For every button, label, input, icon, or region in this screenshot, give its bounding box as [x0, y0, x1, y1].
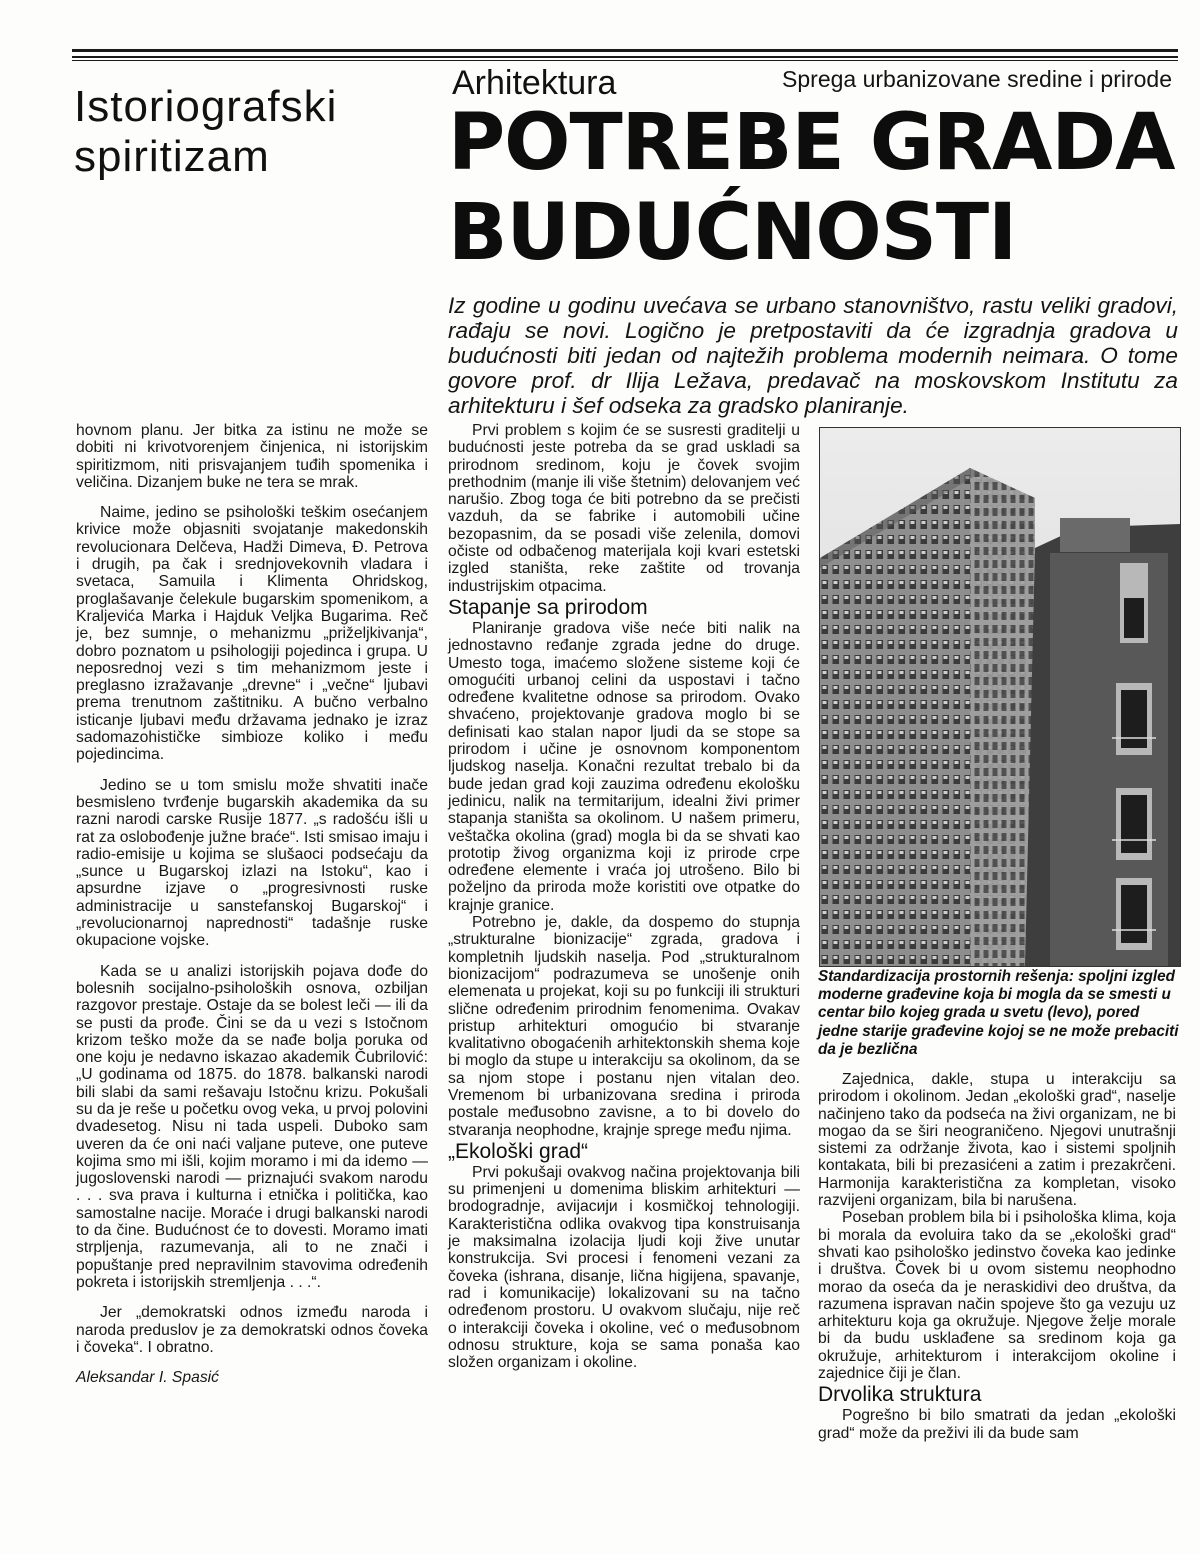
paragraph: Planiranje gradova više neće biti nalik na jednostavno ređanje zgrada jedne do druge. Umesto toga, imaćemo složene sisteme koji će omogućiti urbanoj celini da uspostavi i tačno određene kvalitetne odnose sa prirodom. Ovako shvaćeno, projektovanje gradova moglo bi se definisati kao stalan napor ljudi da se stope sa prirodom i učine je osnovnom komponentom ljudskog naselja. Konačni rezultat trebalo bi da bude jedan grad koji zauzima određenu ekološku jedinicu, nalik na termitarijum, idealni živi primer stapanja staništa sa okolinom. U našem primeru, veštačka okolina (grad) mogla bi da se shvati kao prototip živog organizma koji iz prirode crpe određene elemente i vraća joj utrošeno. Bilo bi poželjno da priroda može koristiti ove otpatke do krajnje granice.: [448, 619, 800, 914]
left-article-column: [76, 422, 428, 1399]
top-rule: [72, 56, 1178, 58]
lead-paragraph: Iz godine u godinu uvećava se urbano stanovništvo, rastu veliki gradovi, rađaju se novi. Logično je pretpostaviti da će izgradnja gradova u budućnosti biti jedan od najtežih problema modernih neimara. O tome govore prof. dr Ilija Ležava, predavač na moskovskom Institutu za arhitekturu i šef odseka za gradsko planiranje.: [448, 293, 1178, 418]
paragraph: Prvi problem s kojim će se susresti graditelji u budućnosti jeste potreba da se grad uskladi sa prirodnom sredinom, koju je čovek svojim prethodnim (manje ili više štetnim) delovanjem već narušio. Zbog toga će biti potrebno da se prečisti vazduh, da se fabrike i automobili učine bezopasnim, da se posadi više zelenila, domovi očiste od odbačenog materijala koji kvari estetski izgled staništa, reke zaštite od trovanja industrijskim otpacima.: [448, 422, 800, 595]
subheading: „Ekološki grad“: [448, 1139, 589, 1163]
paragraph: Poseban problem bila bi i psihološka klima, koja bi morala da evoluira tako da se „ekološki grad“ shvati kao psihološko jedinstvo čoveka kao jedinke i društva. Čovek bi u ovom sistemu neophodno morao da oseća da je neraskidivi deo društva, da razumena ispravan način spojeve što ga vezuju uz arhitekturu koja ga okružuje. Njegove želje morale bi da budu usklađene sa sredinom koja ga okružuje, arhitekturom i interakcijom okoline i zajednice čiji je član.: [818, 1209, 1176, 1383]
top-rule: [72, 49, 1178, 52]
headline-line: BUDUĆNOSTI: [448, 188, 1017, 278]
main-article-column-2: [818, 1071, 1176, 1442]
subheading: Drvolika struktura: [818, 1383, 982, 1407]
paragraph: Jedino se u tom smislu može shvatiti inače besmisleno tvrđenje bugarskih akademika da su razni narodi carske Rusije 1877. „s radošću išli u rat za oslobođenje južne braće“. Isti smisao imaju i radio-emisije u kojima se slušaoci podsećaju da „sunce u Bugarskoj izlazi na Istoku“, kao i apsurdne izjave o „progresivnosti ruske administracije u sanstefanskoj Bugarskoj“ i „revolucionarnoj naprednosti“ tadašnje ruske okupacione vojske.: [76, 776, 428, 950]
building-photo-illustration: [820, 428, 1180, 966]
rubric: Sprega urbanizovane sredine i prirode: [782, 66, 1172, 92]
paragraph: Potrebno je, dakle, da dospemo do stupnja „strukturalne bionizacije“ zgrada, gradova i kompletnih ljudskih naselja. Pod „strukturalnom bionizacijom“ podrazumeva se unošenje onih elemenata u projekat, koji su po funkciji ili strukturi slične određenim prirodnim fenomenima. Ovakav pristup arhitekturi omogućio bi stvaranje kvalitativno obogaćenih arhitektonskih shema koje bi moglo da stupe u interakciju sa okolinom, da se sa njom stope i postanu njen vitalan deo. Vremenom bi urbanizovana sredina i priroda postale međusobno zavisne, a to bi dovelo do stvaranja neophodne, krajnje sprege među njima.: [448, 914, 800, 1139]
paragraph: Pogrešno bi bilo smatrati da jedan „ekološki grad“ može da preživi ili da bude sam: [818, 1407, 1176, 1442]
paragraph: hovnom planu. Jer bitka za istinu ne može se dobiti ni krivotvorenjem činjenica, ni istorijskim spiritizmom, niti prisvajanjem tuđih spomenika i veličina. Dizanjem buke ne tera se mrak.: [76, 422, 428, 491]
section-label: Arhitektura: [452, 64, 617, 102]
building-photo: [819, 427, 1181, 967]
main-article-column-1: [448, 422, 800, 1371]
headline: [448, 98, 1188, 278]
paragraph: Jer „demokratski odnos između naroda i naroda preduslov je za demokratski odnos čoveka i čoveka“. I obratno.: [76, 1304, 428, 1356]
paragraph: Prvi pokušaji ovakvog načina projektovanja bili su primenjeni u domenima bliskim arhitekturi — brodogradnje, avijacији i kosmičkoj tehnologiji. Karakteristična odlika ovakvog tipa konstruisanja je maksimalna izolacija ljudi koji žive unutar konstrukcija. Svi procesi i fenomeni vezani za čoveka (ishrana, disanje, lična higijena, spavanje, rad i komunikacije) lokalizovani su na tačno određenom prostoru. U ovakvom slučaju, nije reč o interakciji čoveka i okoline, već o međusobnom odnosu strukture, koja se sama ponaša kao složen organizam i okoline.: [448, 1163, 800, 1372]
left-article-title: Istoriografski spiritizam: [74, 82, 338, 181]
subheading: Stapanje sa prirodom: [448, 595, 648, 619]
top-rule: [72, 60, 1178, 61]
paragraph: Kada se u analizi istorijskih pojava dođe do bolesnih socijalno-psiholoških osnova, ozbiljan razgovor prestaje. Ostaje da se bolest leči — ili da se pusti da prođe. Čini se da u vezi s Istočnom krizom teško može da se nađe bolja poruka od one koju je nedavno iskazao akademik Čubrilović: „U godinama od 1875. do 1878. balkanski narodi bili slabi da sami rešavaju Istočnu krizu. Pokušali su da je reše u početku ovog veka, u prvoj polovini dvadesetog. Nisu ni tada uspeli. Duboko sam uveren da će oni naći valjane puteve, one puteve kojima smo mi išli, kojim moramo i mi da idemo — jugoslovenski narodi — priznajući svakom narodu . . . sva prava i kulturna i etnička i politička, kao samostalne nacije. Moraće i drugi balkanski narodi to da čine. Budućnost će to dovesti. Moramo imati strpljenja, razumevanja, ali to ne znači i popuštanje pred nepravilnim stavovima određenih pokreta i istorijskih stremljenja . . .“.: [76, 962, 428, 1291]
paragraph: Zajednica, dakle, stupa u interakciju sa prirodom i okolinom. Jedan „ekološki grad“, naselje načinjeno tako da podseća na živi organizam, ne bi mogao da se širi neograničeno. Njegovi unutrašnji sistemi za održanje života, kao i sistemi spoljnih kontakata, bili bi prezasićeni a zatim i prezakrčeni. Harmonija karakteristična za kompletan, visoko razvijeni organizam, bila bi narušena.: [818, 1071, 1176, 1210]
headline-line: POTREBE GRADA: [448, 98, 1175, 188]
photo-caption: Standardizacija prostornih rešenja: spoljni izgled moderne građevine koja bi mogla da se smesti u centar bilo kojeg grada u svetu (levo), pored jedne starije građevine kojoj se ne može prebaciti da je bezlična: [818, 968, 1179, 1058]
byline: Aleksandar I. Spasić: [76, 1369, 220, 1387]
paragraph: Naime, jedino se psihološki teškim osećanjem krivice može objasniti svojatanje makedonskih revolucionara Delčeva, Hadži Dimeva, Đ. Petrova i drugih, pa čak i srednjovekovnih vladara i svetaca, Samuila i Klimenta Ohridskog, proglašavanje čelekule bugarskim spomenikom, a Kraljevića Marka i Hajduk Veljka Bugarima. Reč je, bez sumnje, o mehanizmu „priželjkivanja“, dobro poznatom u psihologiji pojedinca i grupa. U neposrednoj vezi s tim mehanizmom jeste i preglasno izražavanje „drevne“ i „večne“ ljubavi prema trenutnom zaštitniku. A bučno verbalno isticanje ljubavi među državama jednako je izraz sadomazohističke simbioze koliko i među pojedincima.: [76, 504, 428, 764]
